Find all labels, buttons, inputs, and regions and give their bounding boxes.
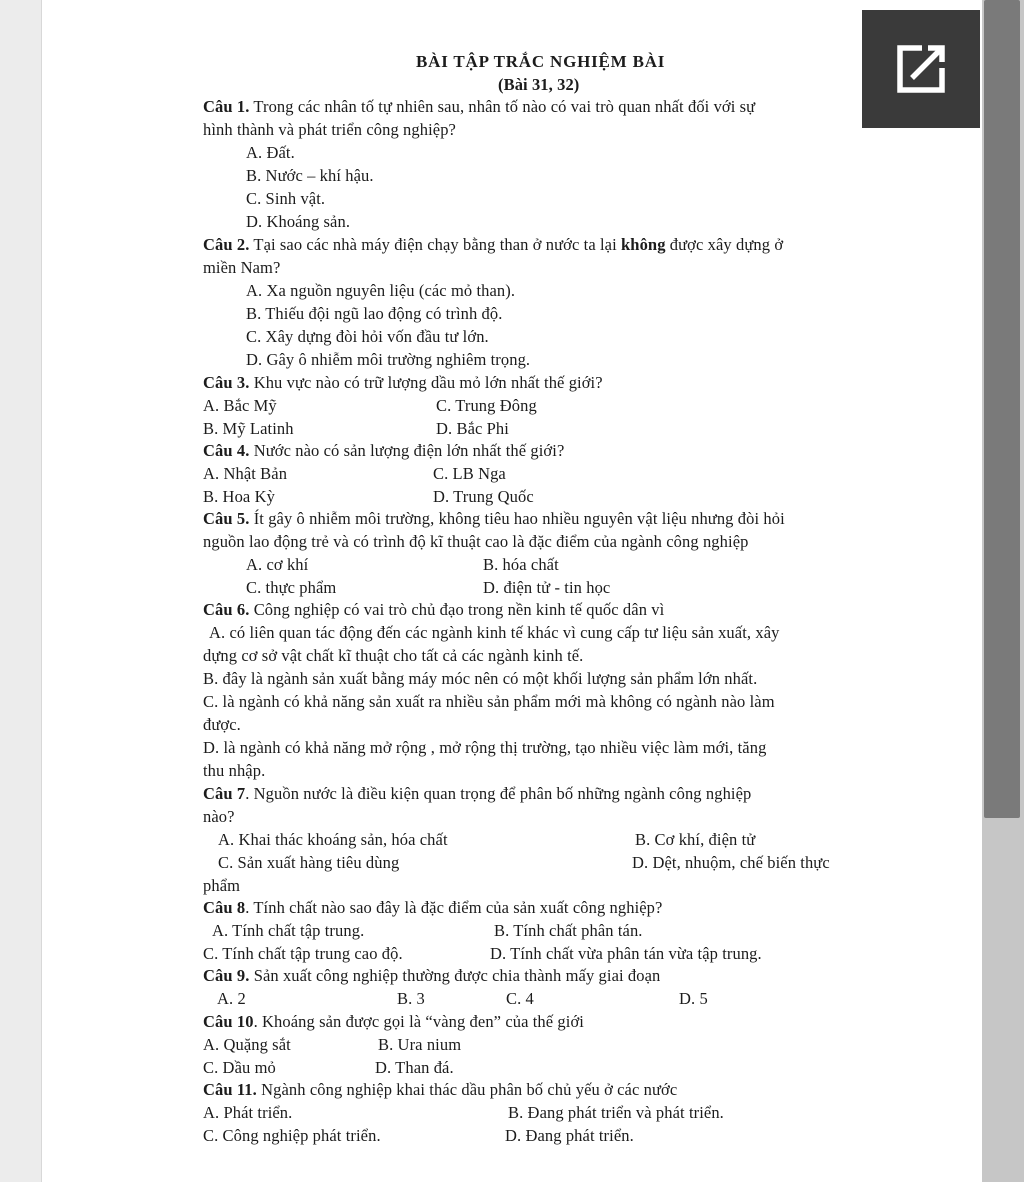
question-6-option-d-line-1: D. là ngành có khả năng mở rộng , mở rộng thị trường, tạo nhiều việc làm mới, tăng <box>203 738 767 757</box>
question-8-option-b: B. Tính chất phân tán. <box>494 921 643 940</box>
document-subtitle: (Bài 31, 32) <box>498 75 580 94</box>
question-9-line-1 <box>203 966 660 986</box>
question-text: Sản xuất công nghiệp thường được chia thành mấy giai đoạn <box>253 966 661 985</box>
question-5-option-c: C. thực phẩm <box>246 578 337 597</box>
question-8-option-a: A. Tính chất tập trung. <box>212 921 365 940</box>
question-5-line-2: nguồn lao động trẻ và có trình độ kĩ thuật cao là đặc điểm của ngành công nghiệp <box>203 532 749 551</box>
open-in-new-icon <box>892 40 950 98</box>
question-text: . Nguồn nước là điều kiện quan trọng để phân bố những ngành công nghiệp <box>245 784 752 803</box>
question-text: Trong các nhân tố tự nhiên sau, nhân tố nào có vai trò quan nhất đối với sự <box>253 97 756 116</box>
question-7-line-1 <box>203 784 751 804</box>
question-9-option-d: D. 5 <box>679 989 708 1008</box>
question-2-option-d: D. Gây ô nhiễm môi trường nghiêm trọng. <box>246 350 531 369</box>
question-9-option-b: B. 3 <box>397 989 425 1008</box>
question-11-option-d: D. Đang phát triển. <box>505 1126 634 1145</box>
question-text: Công nghiệp có vai trò chủ đạo trong nền kinh tế quốc dân vì <box>253 600 665 619</box>
question-5-option-b: B. hóa chất <box>483 555 559 574</box>
question-number: Câu 8 <box>203 898 246 917</box>
question-number: Câu 6. <box>203 600 250 619</box>
question-1-line-2: hình thành và phát triển công nghiệp? <box>203 120 456 139</box>
question-2-option-c: C. Xây dựng đòi hỏi vốn đầu tư lớn. <box>246 327 489 346</box>
question-3-option-b: B. Mỹ Latinh <box>203 419 294 438</box>
question-2-line-2: miền Nam? <box>203 258 281 277</box>
question-1-line-1 <box>203 97 755 117</box>
question-8-option-d: D. Tính chất vừa phân tán vừa tập trung. <box>490 944 762 963</box>
question-1-option-d: D. Khoáng sản. <box>246 212 351 231</box>
document-title: BÀI TẬP TRẮC NGHIỆM BÀI <box>416 52 666 71</box>
question-3-option-a: A. Bắc Mỹ <box>203 396 277 415</box>
question-4-option-d: D. Trung Quốc <box>433 487 534 506</box>
question-text: Ít gây ô nhiễm môi trường, không tiêu hao nhiều nguyên vật liệu nhưng đòi hỏi <box>253 509 785 528</box>
question-3-option-c: C. Trung Đông <box>436 396 537 415</box>
question-number: Câu 3. <box>203 373 250 392</box>
question-number: Câu 2. <box>203 235 250 254</box>
question-2-option-b: B. Thiếu đội ngũ lao động có trình độ. <box>246 304 503 323</box>
question-10-option-d: D. Than đá. <box>375 1058 454 1077</box>
question-4-line-1 <box>203 441 564 461</box>
question-6-option-c-line-1: C. là ngành có khả năng sản xuất ra nhiều sản phẩm mới mà không có ngành nào làm <box>203 692 775 711</box>
question-9-option-c: C. 4 <box>506 989 534 1008</box>
question-number: Câu 7 <box>203 784 246 803</box>
question-number: Câu 9. <box>203 966 250 985</box>
question-1-option-b: B. Nước – khí hậu. <box>246 166 374 185</box>
question-text: Nước nào có sản lượng điện lớn nhất thế giới? <box>253 441 565 460</box>
question-6-option-c-line-2: được. <box>203 715 241 734</box>
question-10-option-b: B. Ura nium <box>378 1035 462 1054</box>
question-6-line-1 <box>203 600 664 620</box>
question-text: Khu vực nào có trữ lượng dầu mỏ lớn nhất thế giới? <box>253 373 603 392</box>
question-10-line-1 <box>203 1012 584 1032</box>
question-number: Câu 1. <box>203 97 250 116</box>
question-number: Câu 10 <box>203 1012 254 1031</box>
question-text: được xây dựng ở <box>669 235 784 254</box>
question-4-option-a: A. Nhật Bản <box>203 464 288 483</box>
question-7-option-c: C. Sản xuất hàng tiêu dùng <box>218 853 400 872</box>
question-8-option-c: C. Tính chất tập trung cao độ. <box>203 944 403 963</box>
question-9-option-a: A. 2 <box>217 989 246 1008</box>
question-2-option-a: A. Xa nguồn nguyên liệu (các mỏ than). <box>246 281 516 300</box>
question-11-option-c: C. Công nghiệp phát triển. <box>203 1126 381 1145</box>
question-8-line-1 <box>203 898 662 918</box>
question-7-option-d-tail: phẩm <box>203 876 241 895</box>
question-number: Câu 5. <box>203 509 250 528</box>
question-2-line-1 <box>203 235 783 255</box>
question-5-option-a: A. cơ khí <box>246 555 309 574</box>
question-10-option-c: C. Dầu mỏ <box>203 1058 276 1077</box>
question-7-option-b: B. Cơ khí, điện tử <box>635 830 756 849</box>
question-11-option-b: B. Đang phát triển và phát triển. <box>508 1103 724 1122</box>
question-number: Câu 4. <box>203 441 250 460</box>
question-text: Tại sao các nhà máy điện chạy bằng than ở nước ta lại <box>253 235 617 254</box>
question-4-option-b: B. Hoa Kỳ <box>203 487 275 506</box>
question-7-option-a: A. Khai thác khoáng sản, hóa chất <box>218 830 448 849</box>
question-1-option-c: C. Sinh vật. <box>246 189 326 208</box>
question-6-option-b: B. đây là ngành sản xuất bằng máy móc nên có một khối lượng sản phẩm lớn nhất. <box>203 669 758 688</box>
question-emphasis: không <box>621 235 666 254</box>
question-11-option-a: A. Phát triển. <box>203 1103 293 1122</box>
question-text: . Khoáng sản được gọi là “vàng đen” của thế giới <box>253 1012 584 1031</box>
question-4-option-c: C. LB Nga <box>433 464 506 483</box>
question-text: . Tính chất nào sao đây là đặc điểm của sản xuất công nghiệp? <box>245 898 663 917</box>
question-7-line-2: nào? <box>203 807 235 826</box>
question-1-option-a: A. Đất. <box>246 143 295 162</box>
question-text: Ngành công nghiệp khai thác dầu phân bố chủ yếu ở các nước <box>261 1080 678 1099</box>
question-3-line-1 <box>203 373 603 393</box>
question-7-option-d: D. Dệt, nhuộm, chế biến thực <box>632 853 830 872</box>
question-5-option-d: D. điện tử - tin học <box>483 578 611 597</box>
question-6-option-d-line-2: thu nhập. <box>203 761 266 780</box>
question-10-option-a: A. Quặng sắt <box>203 1035 291 1054</box>
question-11-line-1 <box>203 1080 677 1100</box>
question-6-option-a-line-2: dựng cơ sở vật chất kĩ thuật cho tất cả các ngành kinh tế. <box>203 646 584 665</box>
question-number: Câu 11. <box>203 1080 257 1099</box>
question-5-line-1 <box>203 509 785 529</box>
question-3-option-d: D. Bắc Phi <box>436 419 509 438</box>
question-6-option-a-line-1: A. có liên quan tác động đến các ngành kinh tế khác vì cung cấp tư liệu sản xuất, xây <box>209 623 780 642</box>
open-external-button[interactable] <box>862 10 980 128</box>
